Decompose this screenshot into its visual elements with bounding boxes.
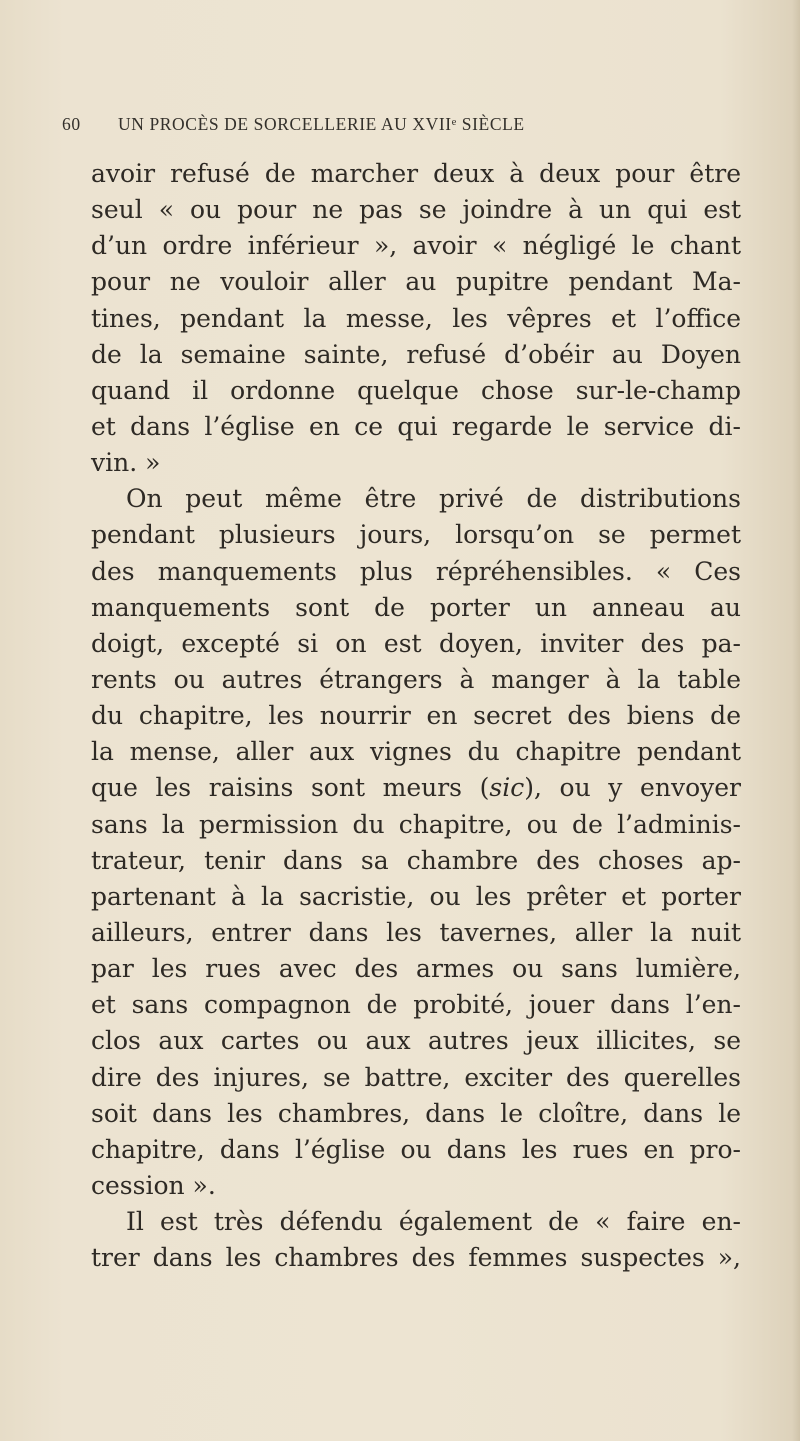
text-line: trer dans les chambres des femmes suspectes », [91,1243,741,1273]
text-line: avoir refusé de marcher deux à deux pour être [91,159,741,188]
body-text [91,156,741,1276]
text-line: des manquements plus répréhensibles. « Ces [91,556,741,586]
text-line: On peut même être privé de distributions [126,484,741,514]
text-line: chapitre, dans l’église ou dans les rues en pro- [91,1134,741,1164]
text-line: quand il ordonne quelque chose sur-le-champ [91,375,741,405]
text-line: manquements sont de porter un anneau au [91,592,741,622]
text-line: tines, pendant la messe, les vêpres et l’office [91,303,741,333]
text-line: trateur, tenir dans sa chambre des choses ap- [91,845,741,875]
text-line: pendant plusieurs jours, lorsqu’on se permet [91,520,741,550]
text-line: et sans compagnon de probité, jouer dans l’en- [91,990,741,1020]
text-line: clos aux cartes ou aux autres jeux illicites, se [91,1026,741,1056]
text-line: doigt, excepté si on est doyen, inviter des pa- [91,628,741,658]
text-line: d’un ordre inférieur », avoir « négligé le chant [91,231,741,261]
text-line: pour ne vouloir aller au pupitre pendant Ma- [91,267,741,297]
text-line: sans la permission du chapitre, ou de l’adminis- [91,809,741,839]
text-line: vin. » [91,448,161,478]
running-header [62,114,752,138]
text-line: dire des injures, se battre, exciter des querelles [91,1062,741,1092]
text-line: et dans l’église en ce qui regarde le service di- [91,411,741,441]
text-line: cession ». [91,1170,216,1200]
running-title: UN PROCÈS DE SORCELLERIE AU XVIIᵉ SIÈCLE [118,114,525,134]
text-line: la mense, aller aux vignes du chapitre pendant [91,737,741,767]
text-line: par les rues avec des armes ou sans lumière, [91,954,741,984]
page-number: 60 [62,114,81,134]
sic-italic: sic [489,773,525,803]
text-line: seul « ou pour ne pas se joindre à un qui est [91,195,741,225]
text-line: de la semaine sainte, refusé d’obéir au Doyen [91,339,741,369]
text-line: que les raisins sont meurs (sic), ou y envoyer [91,773,741,803]
text-line: soit dans les chambres, dans le cloître, dans le [91,1098,741,1128]
text-line: ailleurs, entrer dans les tavernes, aller la nuit [91,917,741,947]
text-line: du chapitre, les nourrir en secret des biens de [91,701,741,731]
text-line: partenant à la sacristie, ou les prêter et porter [91,881,741,911]
text-line: Il est très défendu également de « faire en- [126,1207,741,1237]
text-line: rents ou autres étrangers à manger à la table [91,664,741,694]
